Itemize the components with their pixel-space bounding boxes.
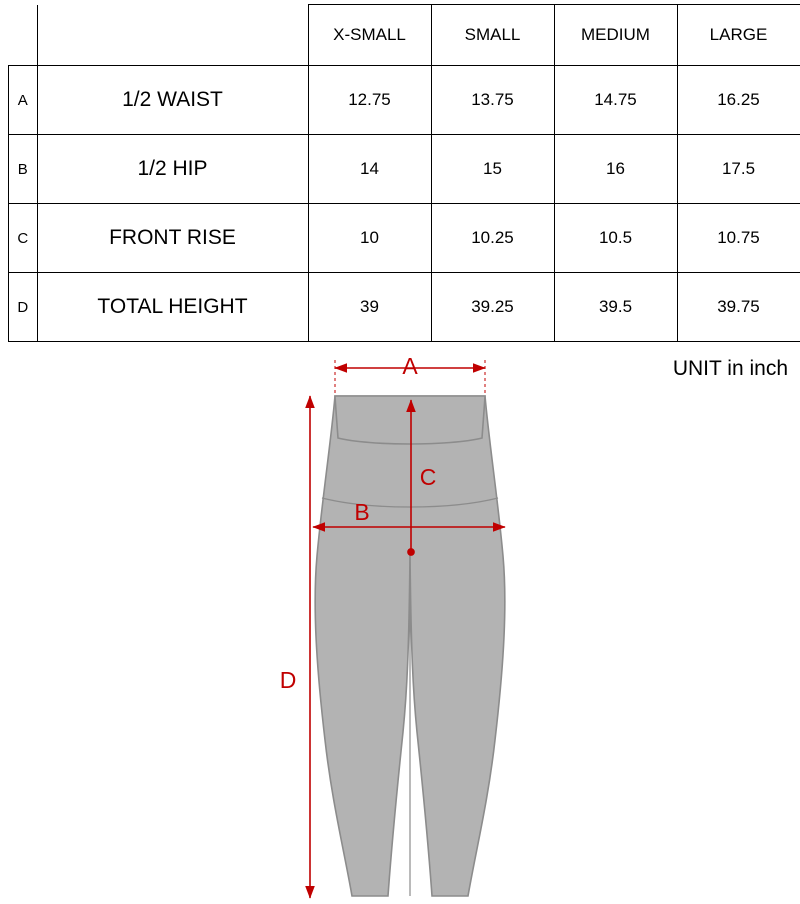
dimension-d-total-height [280,396,310,898]
row-label-half-hip: 1/2 HIP [37,135,308,204]
header-xsmall: X-SMALL [308,5,431,66]
cell-a-small: 13.75 [431,66,554,135]
cell-d-medium: 39.5 [554,273,677,342]
row-label-half-waist: 1/2 WAIST [37,66,308,135]
leggings-diagram [0,350,800,904]
table-row [9,66,800,135]
row-key-d: D [9,273,38,342]
header-corner-label [37,5,308,66]
cell-b-xsmall: 14 [308,135,431,204]
cell-c-xsmall: 10 [308,204,431,273]
header-large: LARGE [677,5,800,66]
table-row [9,135,800,204]
cell-d-xsmall: 39 [308,273,431,342]
cell-a-xsmall: 12.75 [308,66,431,135]
row-key-a: A [9,66,38,135]
cell-c-small: 10.25 [431,204,554,273]
header-small: SMALL [431,5,554,66]
row-label-front-rise: FRONT RISE [37,204,308,273]
table-header-row [9,5,800,66]
row-key-c: C [9,204,38,273]
row-label-total-height: TOTAL HEIGHT [37,273,308,342]
dimension-label-a: A [402,353,418,379]
leggings-shape [315,396,505,896]
row-key-b: B [9,135,38,204]
cell-b-large: 17.5 [677,135,800,204]
table-row [9,204,800,273]
dimension-label-b: B [354,499,370,525]
cell-b-small: 15 [431,135,554,204]
cell-c-large: 10.75 [677,204,800,273]
dimension-a-waist [335,353,485,394]
cell-d-small: 39.25 [431,273,554,342]
dimension-label-d: D [279,667,297,693]
cell-a-large: 16.25 [677,66,800,135]
table-row [9,273,800,342]
unit-note: UNIT in inch [672,357,788,380]
header-medium: MEDIUM [554,5,677,66]
dimension-label-c: C [419,464,437,490]
cell-c-medium: 10.5 [554,204,677,273]
header-corner-key [9,5,38,66]
cell-d-large: 39.75 [677,273,800,342]
size-chart-table [8,4,800,342]
cell-b-medium: 16 [554,135,677,204]
cell-a-medium: 14.75 [554,66,677,135]
